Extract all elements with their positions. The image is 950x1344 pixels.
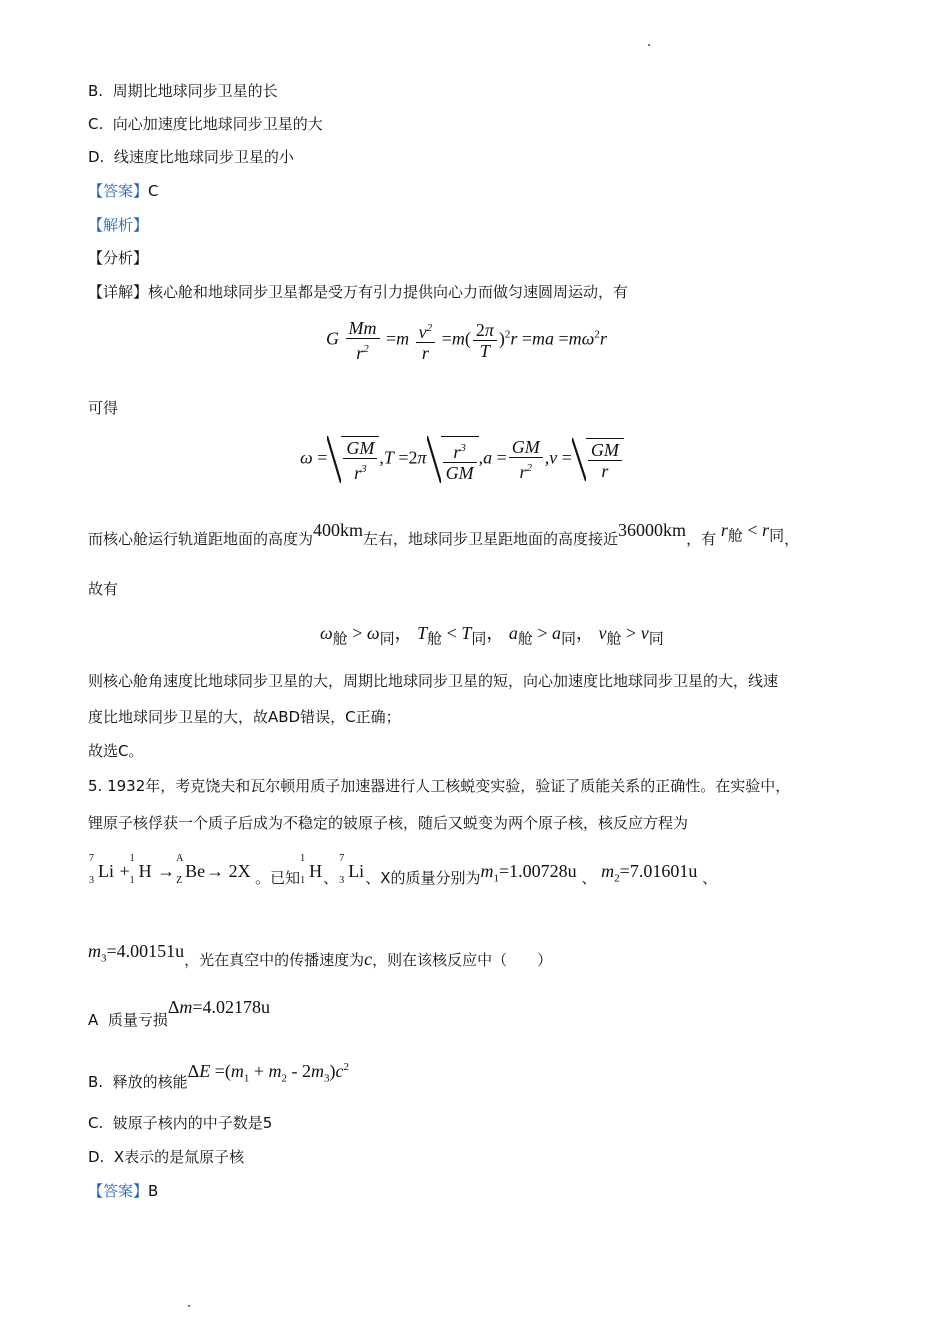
scan-dot-bottom	[188, 1305, 190, 1307]
q5-option-b: B. 释放的核能$\Delta E =(m_1 + m_2 - 2m_3)c^2$	[88, 1061, 350, 1091]
answer-tag: 【答案】	[88, 182, 149, 200]
q5-reaction-line: 7 3 Li + 1 1 H → A Z Be→ 2X 。已知 1 1 H、 7 3 Li、X的质量分别为$m_1=1.00728u$ 、 $m_2=7.01601u$ 、	[89, 853, 718, 887]
conclusion-line-1: 则核心舱角速度比地球同步卫星的大，周期比地球同步卫星的短，向心加速度比地球同步卫星的大，线速	[88, 672, 779, 690]
equation-gravity: G $\frac{Mm}{r^2}$ =m $\frac{v^2}{r}$ =m( $\frac{2\pi}{T}$ )$^2r =ma =m\omega^2r$	[326, 318, 607, 363]
conclusion-line-2: 度比地球同步卫星的大，故ABD错误，C正确；	[88, 708, 401, 726]
answer-q4: 【答案】C	[88, 182, 159, 200]
detail-line: 【详解】核心舱和地球同步卫星都是受万有引力提供向心力而做匀速圆周运动，有	[88, 283, 629, 301]
choose-line: 故选C。	[88, 742, 144, 760]
height-line: 而核心舱运行轨道距地面的高度为400km左右，地球同步卫星距地面的高度接近36000km，有 $r_舱 < r_同$，	[88, 520, 800, 548]
option-d: D. 线速度比地球同步卫星的小	[88, 148, 294, 166]
q5-option-a: A 质量亏损Δm=4.02178u	[88, 997, 271, 1029]
guyou: 故有	[88, 580, 119, 598]
equation-results: ω = $\frac{GM}{r^3}$ ,T =2π $\frac{r^3}{GM}$ ,a = $\frac{GM}{r^2}$ ,v = $\frac{GM}{r}$	[300, 436, 624, 483]
option-b: B. 周期比地球同步卫星的长	[88, 82, 278, 100]
answer-q5: 【答案】B	[88, 1182, 159, 1200]
scan-dot	[648, 44, 650, 46]
inequalities: $\omega_舱 > \omega_同$， $T_舱 < T_同$， $a_舱 > a_同$， $v_舱 > v_同$	[320, 623, 664, 648]
q5-option-c: C. 铍原子核内的中子数是5	[88, 1114, 273, 1132]
q5-line-2: 锂原子核俘获一个质子后成为不稳定的铍原子核，随后又蜕变为两个原子核，核反应方程为	[88, 814, 689, 832]
answer-tag-q5: 【答案】	[88, 1182, 149, 1200]
fenxi-tag: 【分析】	[88, 249, 149, 267]
q5-option-d: D. X表示的是氚原子核	[88, 1148, 245, 1166]
q5-line-1: 5. 1932年，考克饶夫和瓦尔顿用质子加速器进行人工核蜕变实验，验证了质能关系的正确性。在实验中，	[88, 777, 791, 795]
analysis-tag: 【解析】	[88, 216, 149, 234]
kede: 可得	[88, 399, 119, 417]
q5-m3-line: $m_3=4.00151u$，光在真空中的传播速度为c，则在该核反应中（ ）	[88, 941, 553, 969]
option-c: C. 向心加速度比地球同步卫星的大	[88, 115, 323, 133]
